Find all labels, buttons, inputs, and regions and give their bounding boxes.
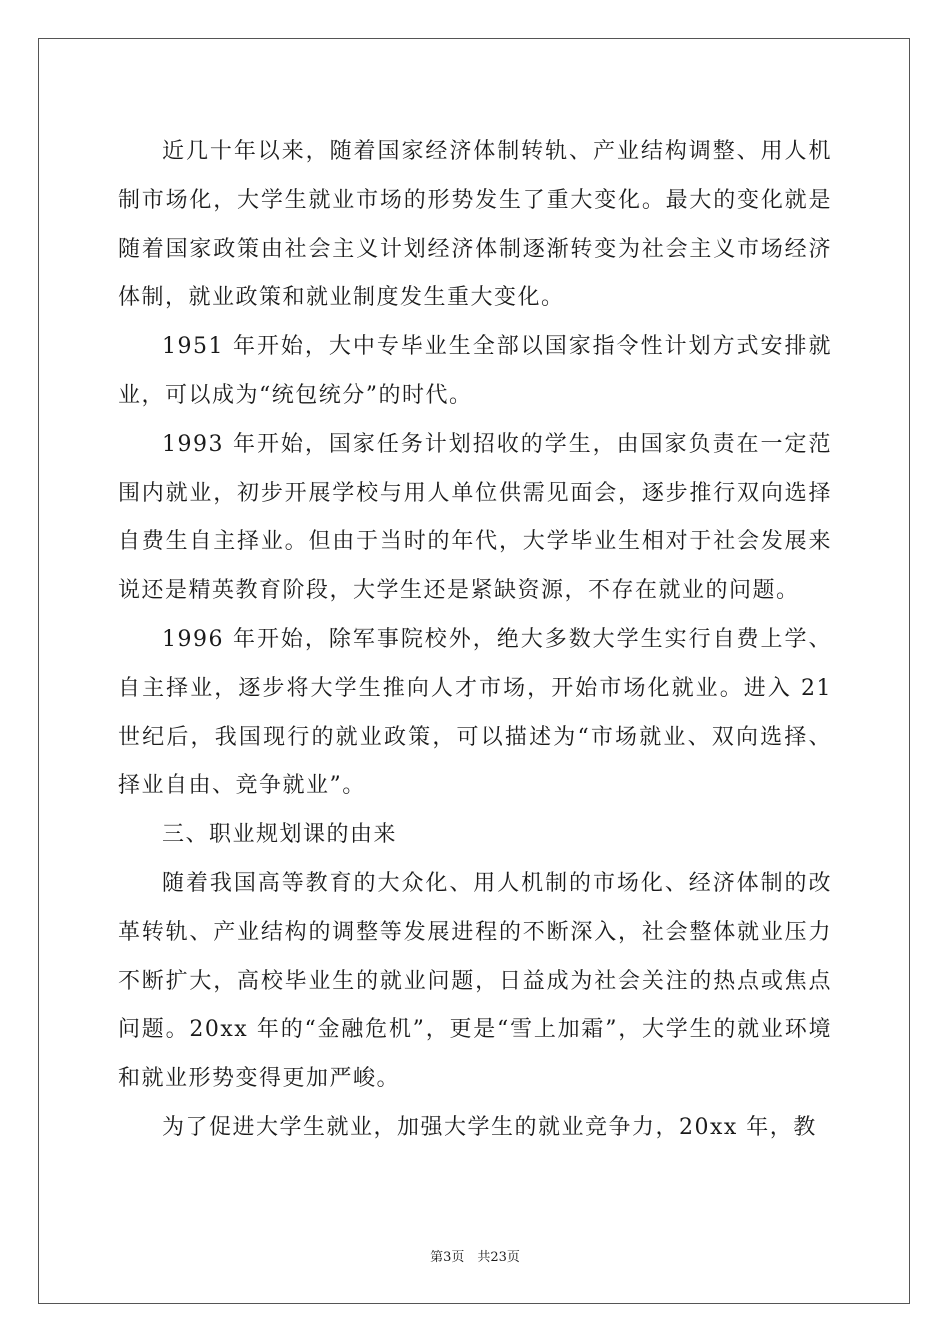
paragraph-promote: 为了促进大学生就业，加强大学生的就业竞争力，20xx 年，教 <box>162 1114 817 1140</box>
page-number-footer: 第3页 共23页 <box>430 1250 520 1265</box>
paragraph-origin: 随着我国高等教育的大众化、用人机制的市场化、经济体制的改革转轨、产业结构的调整等发展进程的不断深入，社会整体就业压力不断扩大，高校毕业生的就业问题，日益成为社会关注的热点或焦点问题。20xx 年的“金融危机”，更是“雪上加霜”，大学生的就业环境和就业形势变得更加严峻。 <box>118 870 832 1092</box>
section-heading: 三、职业规划课的由来 <box>162 822 398 848</box>
paragraph-1951: 1951 年开始，大中专毕业生全部以国家指令性计划方式安排就业，可以成为“统包统分”的时代。 <box>118 334 832 408</box>
paragraph-1993: 1993 年开始，国家任务计划招收的学生，由国家负责在一定范围内就业，初步开展学校与用人单位供需见面会，逐步推行双向选择自费生自主择业。但由于当时的年代，大学毕业生相对于社会发展来说还是精英教育阶段，大学生还是紧缺资源，不存在就业的问题。 <box>118 431 832 604</box>
paragraph-intro: 近几十年以来，随着国家经济体制转轨、产业结构调整、用人机制市场化，大学生就业市场的形势发生了重大变化。最大的变化就是随着国家政策由社会主义计划经济体制逐渐转变为社会主义市场经济体制，就业政策和就业制度发生重大变化。 <box>118 139 832 311</box>
document-body <box>118 128 832 1153</box>
paragraph-1996: 1996 年开始，除军事院校外，绝大多数大学生实行自费上学、自主择业，逐步将大学生推向人才市场，开始市场化就业。进入 21世纪后，我国现行的就业政策，可以描述为“市场就业、双向选择、择业自由、竞争就业”。 <box>118 626 832 799</box>
